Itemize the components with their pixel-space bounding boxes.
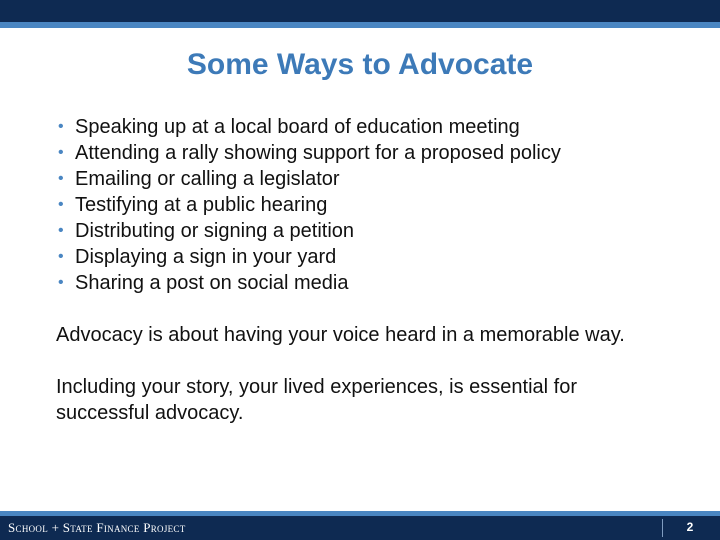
bullet-dot-icon: • [58, 222, 64, 239]
bullet-item: • Sharing a post on social media [58, 272, 349, 294]
bullet-item: • Attending a rally showing support for a proposed policy [58, 142, 561, 164]
bullet-dot-icon: • [58, 274, 64, 291]
bullet-dot-icon: • [58, 196, 64, 213]
bullet-item: • Testifying at a public hearing [58, 194, 328, 216]
footer-organization-name: School + State Finance Project [8, 520, 186, 535]
bullet-dot-icon: • [58, 118, 64, 135]
header-bar [0, 0, 720, 22]
bullet-item: • Emailing or calling a legislator [58, 168, 340, 190]
footer-divider [662, 519, 663, 537]
bullet-dot-icon: • [58, 248, 64, 265]
advocacy-paragraph: Advocacy is about having your voice heard in a memorable way. [56, 324, 625, 346]
story-paragraph: Including your story, your lived experiences, is essential for successful advocacy. [56, 376, 577, 424]
bullet-dot-icon: • [58, 144, 64, 161]
slide-title: Some Ways to Advocate [186, 48, 534, 81]
slide-body [56, 114, 666, 426]
header-accent-stripe [0, 22, 720, 28]
bullet-item: • Displaying a sign in your yard [58, 246, 337, 268]
bullet-item: • Speaking up at a local board of education meeting [58, 116, 520, 138]
bullet-item: • Distributing or signing a petition [58, 220, 355, 242]
page-number: 2 [686, 520, 694, 534]
bullet-dot-icon: • [58, 170, 64, 187]
bullet-list [56, 114, 666, 296]
